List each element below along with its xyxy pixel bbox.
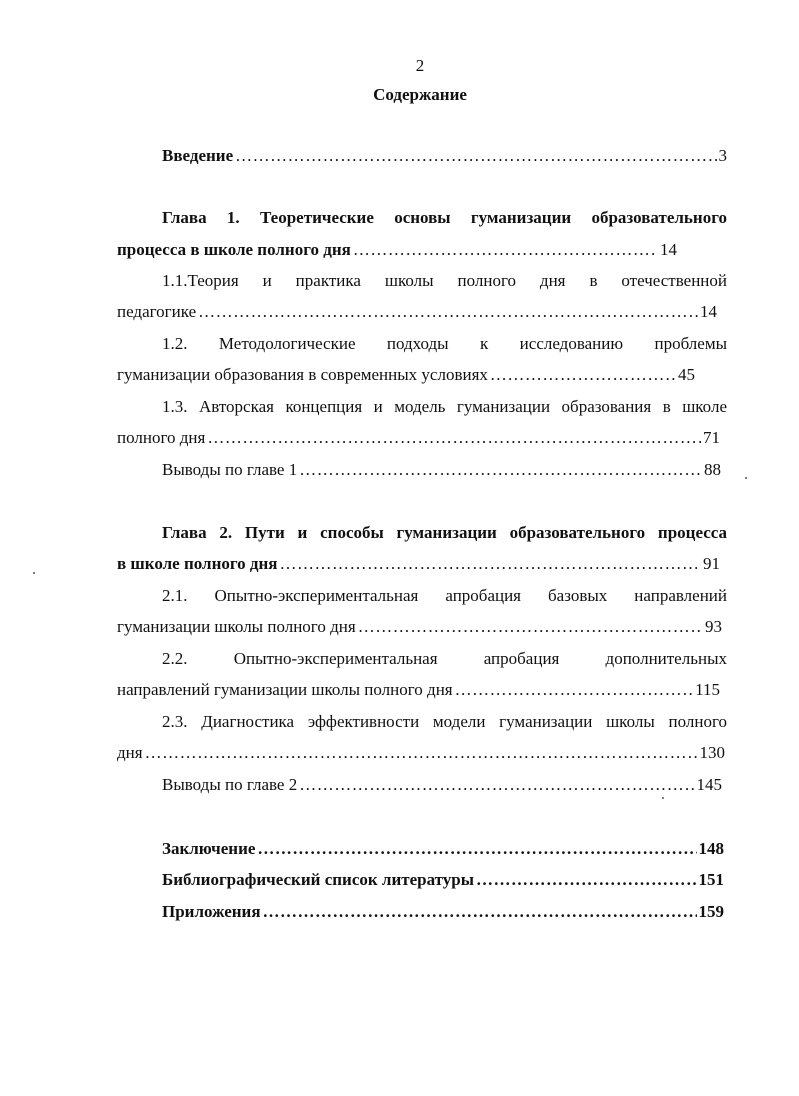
- toc-chapter2-title-line2[interactable]: [117, 553, 720, 575]
- toc-section-1-3-line2[interactable]: [117, 427, 720, 449]
- toc-section-1-1-line2[interactable]: [117, 301, 717, 323]
- toc-section-1-1-line1[interactable]: 1.1.Теория и практика школы полного дня в отечественной: [162, 271, 727, 290]
- toc-entry-label: Заключение: [162, 839, 256, 858]
- toc-section-2-1-line2[interactable]: [117, 616, 722, 638]
- leader-dots: [353, 239, 658, 261]
- toc-chapter2-conclusions[interactable]: [162, 774, 722, 796]
- page-title: Содержание: [373, 85, 467, 104]
- toc-chapter1-title-line1[interactable]: Глава 1. Теоретические основы гуманизации образовательного: [162, 208, 727, 227]
- toc-entry-label: полного дня: [117, 428, 206, 447]
- toc-page-number: 93: [705, 617, 722, 636]
- toc-page-number: 14: [700, 302, 717, 321]
- toc-entry-label: Выводы по главе 1: [162, 460, 298, 479]
- scan-speck: [33, 572, 35, 574]
- scan-speck: [745, 477, 747, 479]
- toc-entry-label: гуманизации школы полного дня: [117, 617, 356, 636]
- toc-entry-label: Введение: [162, 146, 234, 165]
- toc-page-number: 130: [699, 743, 725, 762]
- toc-entry-label: Библиографический список литературы: [162, 870, 475, 889]
- toc-entry-intro[interactable]: [162, 145, 727, 167]
- toc-page-number: 145: [696, 775, 722, 794]
- toc-section-1-2-line1[interactable]: 1.2. Методологические подходы к исследованию проблемы: [162, 334, 727, 353]
- toc-entry-conclusion[interactable]: [162, 838, 724, 860]
- leader-dots: [299, 774, 694, 796]
- toc-section-2-2-line2[interactable]: [117, 679, 720, 701]
- toc-section-1-2-line2[interactable]: [117, 364, 695, 386]
- toc-chapter2-title-line1[interactable]: Глава 2. Пути и способы гуманизации образовательного процесса: [162, 523, 727, 542]
- leader-dots: [358, 616, 703, 638]
- leader-dots: [476, 869, 696, 891]
- toc-section-1-3-line1[interactable]: 1.3. Авторская концепция и модель гуманизации образования в школе: [162, 397, 727, 416]
- toc-entry-label: педагогике: [117, 302, 197, 321]
- leader-dots: [145, 742, 698, 764]
- toc-entry-label: в школе полного дня: [117, 554, 278, 573]
- toc-entry-label: Выводы по главе 2: [162, 775, 298, 794]
- leader-dots: [299, 459, 702, 481]
- leader-dots: [263, 901, 697, 923]
- toc-page-number: 159: [698, 902, 724, 921]
- toc-section-2-3-line1[interactable]: 2.3. Диагностика эффективности модели гуманизации школы полного: [162, 712, 727, 731]
- toc-chapter1-conclusions[interactable]: [162, 459, 721, 481]
- toc-entry-label: Приложения: [162, 902, 261, 921]
- leader-dots: [280, 553, 701, 575]
- toc-section-2-1-line1[interactable]: 2.1. Опытно-экспериментальная апробация базовых направлений: [162, 586, 727, 605]
- toc-entry-label: дня: [117, 743, 143, 762]
- toc-page-number: 45: [678, 365, 695, 384]
- toc-section-2-2-line1[interactable]: 2.2. Опытно-экспериментальная апробация дополнительных: [162, 649, 727, 668]
- toc-page-number: 91: [703, 554, 720, 573]
- leader-dots: [490, 364, 676, 386]
- toc-page-number: 115: [695, 680, 720, 699]
- toc-entry-bibliography[interactable]: [162, 869, 724, 891]
- toc-page-number: 71: [703, 428, 720, 447]
- leader-dots: [198, 301, 698, 323]
- toc-entry-label: направлений гуманизации школы полного дня: [117, 680, 453, 699]
- toc-page-number: 151: [698, 870, 724, 889]
- toc-page-number: 88: [704, 460, 721, 479]
- toc-chapter1-title-line2[interactable]: [117, 239, 677, 261]
- toc-page-number: 3: [718, 146, 727, 165]
- leader-dots: [455, 679, 694, 701]
- scan-speck: [662, 797, 664, 799]
- toc-section-2-3-line2[interactable]: [117, 742, 725, 764]
- toc-page-number: 148: [698, 839, 724, 858]
- leader-dots: [257, 838, 696, 860]
- page-number: 2: [415, 56, 425, 75]
- leader-dots: [207, 427, 701, 449]
- toc-entry-appendices[interactable]: [162, 901, 724, 923]
- toc-page-number: 14: [660, 240, 677, 259]
- leader-dots: [235, 145, 716, 167]
- toc-entry-label: гуманизации образования в современных условиях: [117, 365, 488, 384]
- toc-entry-label: процесса в школе полного дня: [117, 240, 351, 259]
